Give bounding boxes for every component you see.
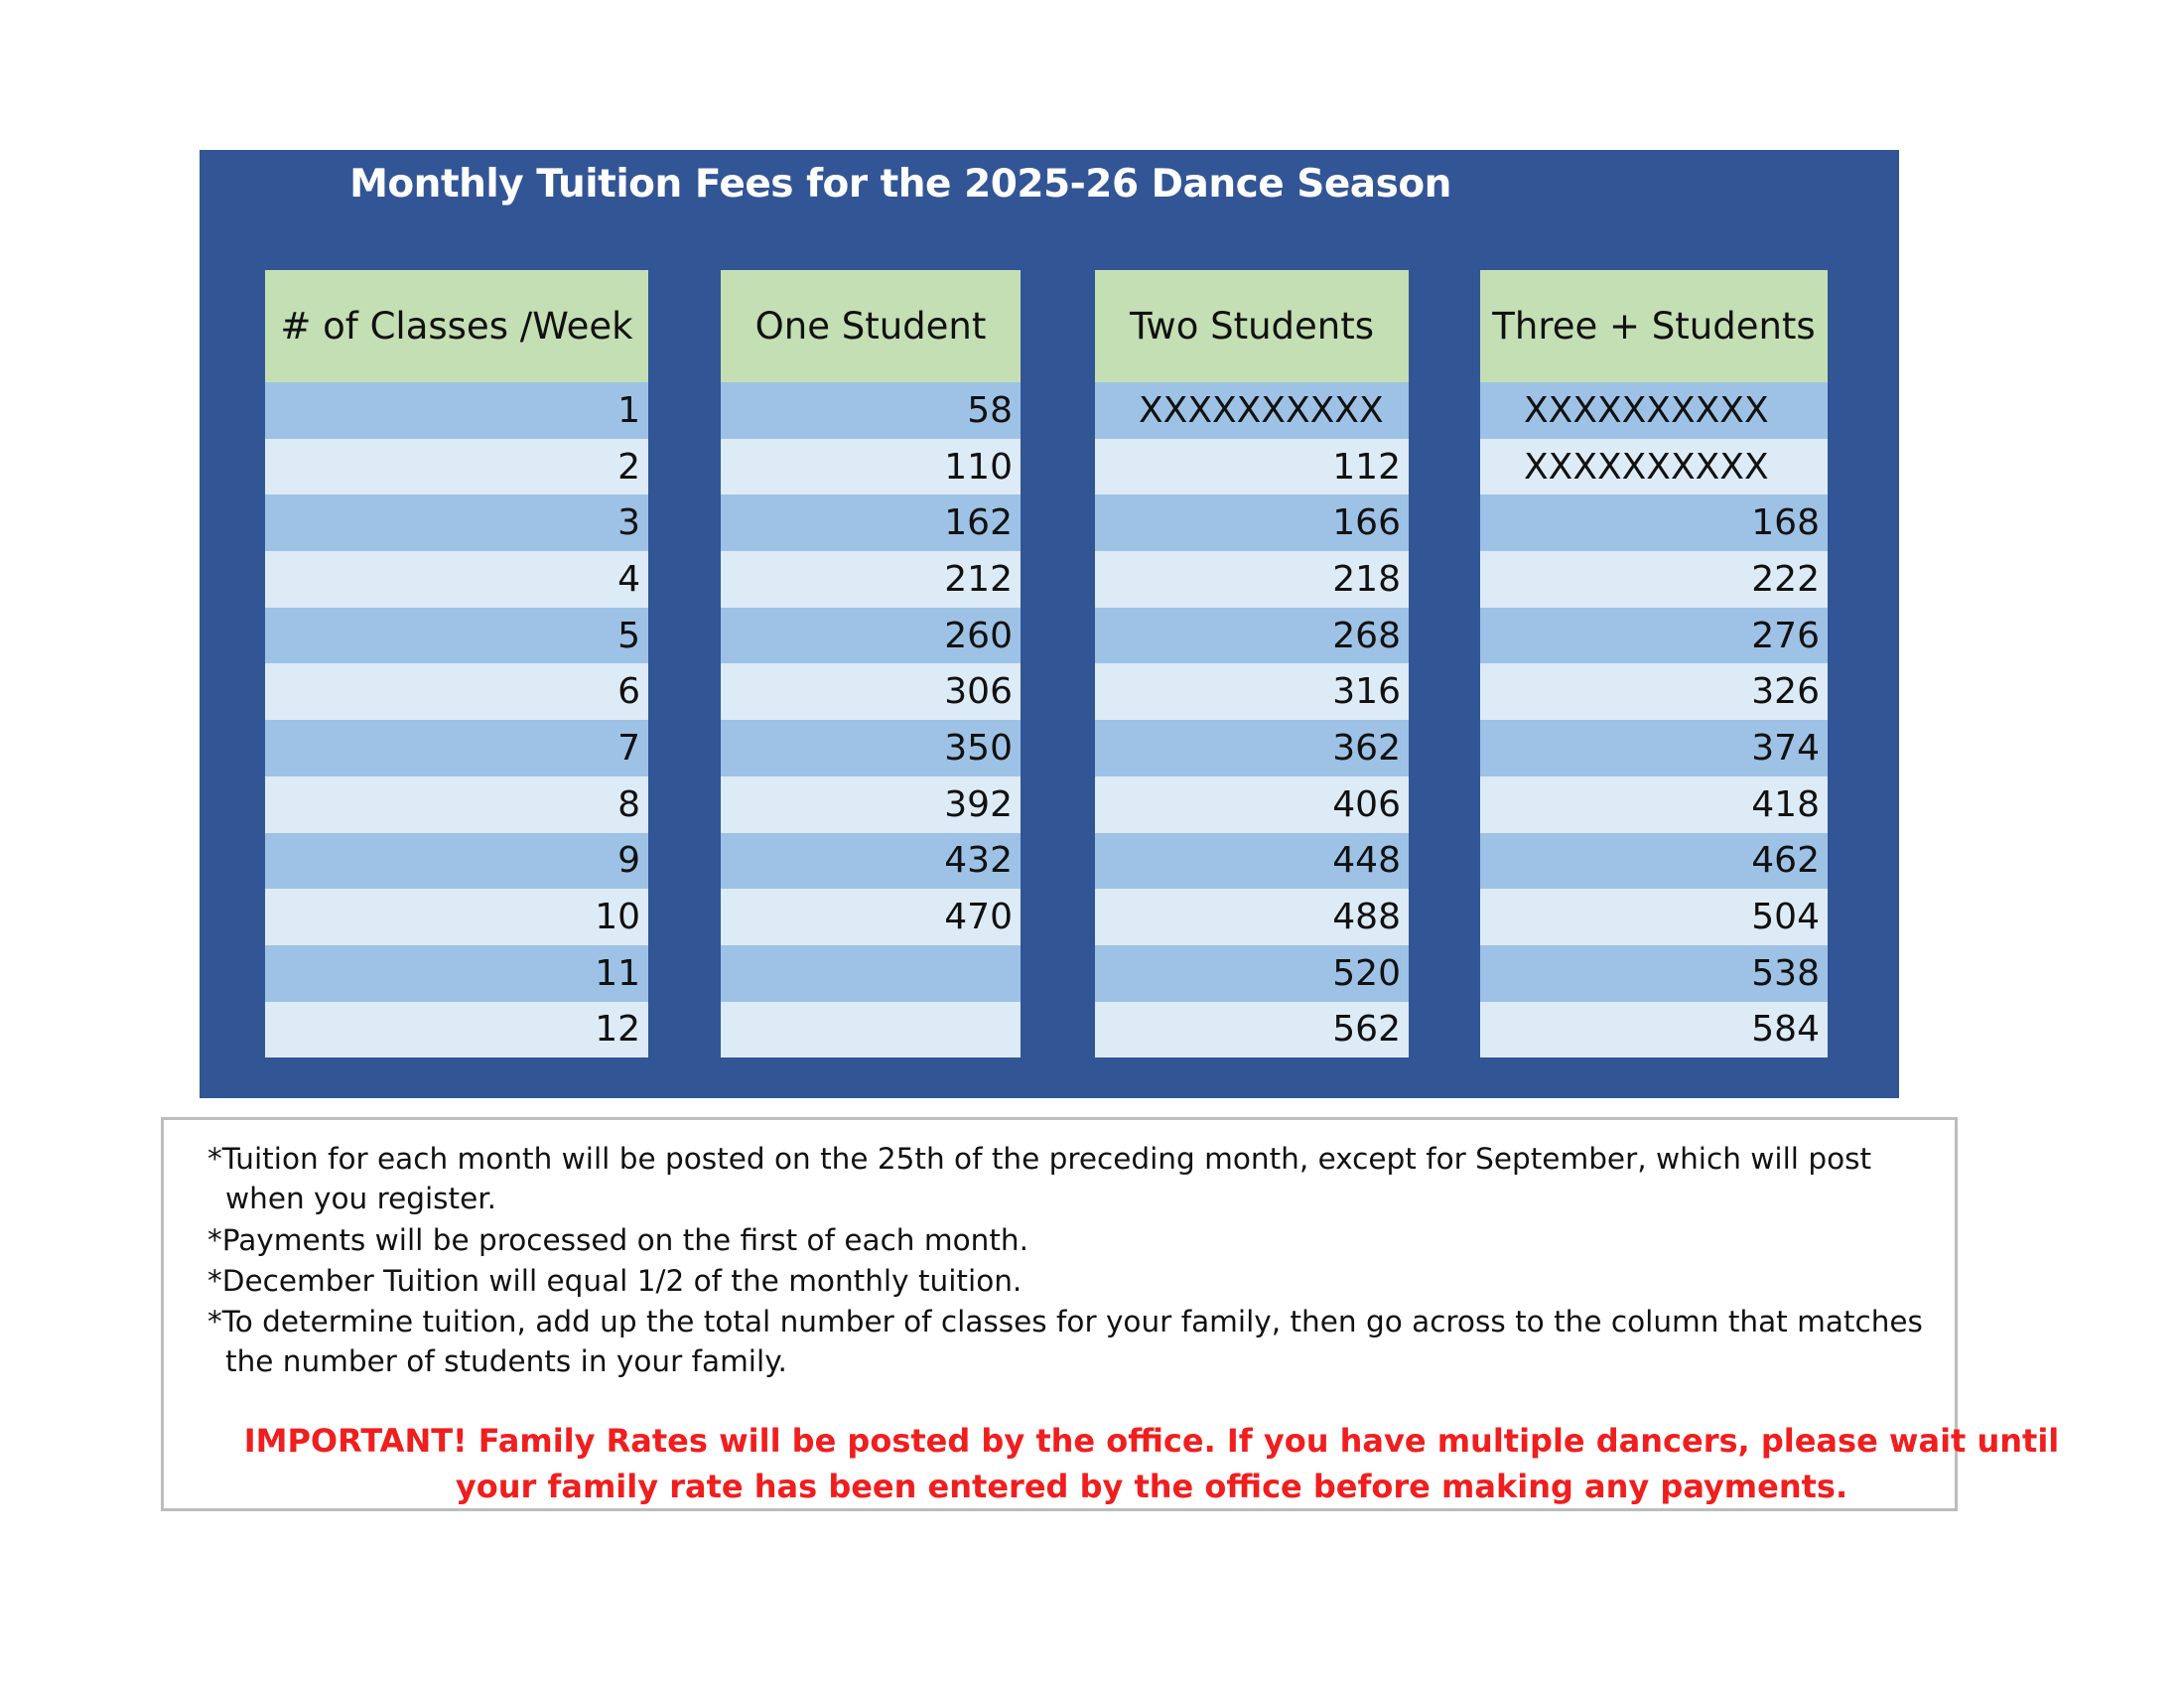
table-cell-classes: 5 <box>265 608 648 664</box>
table-cell-classes: 1 <box>265 382 648 439</box>
note-december <box>207 1261 1022 1301</box>
note-payments-line1: *Payments will be processed on the first of each month. <box>207 1223 1028 1257</box>
note-december-line1: *December Tuition will equal 1/2 of the monthly tuition. <box>207 1264 1023 1298</box>
note-posting-line2: when you register. <box>225 1182 497 1215</box>
table-cell-classes: 10 <box>265 889 648 945</box>
table-cell-three: 584 <box>1480 1002 1828 1058</box>
column-three-students <box>1480 270 1828 1057</box>
table-cell-three: 374 <box>1480 720 1828 776</box>
important-notice <box>164 1418 2139 1509</box>
note-payments <box>207 1220 1028 1260</box>
note-determine-line2: the number of students in your family. <box>225 1344 787 1378</box>
table-cell-one: 432 <box>721 833 1021 890</box>
table-cell-three: 168 <box>1480 494 1828 551</box>
table-cell-classes: 12 <box>265 1002 648 1058</box>
table-cell-two: 316 <box>1095 663 1409 720</box>
table-cell-classes: 3 <box>265 494 648 551</box>
table-cell-classes: 11 <box>265 945 648 1002</box>
notes-box <box>161 1117 2060 1511</box>
table-cell-one: 58 <box>721 382 1021 439</box>
note-determine <box>207 1302 1923 1381</box>
table-cell-three: 222 <box>1480 551 1828 608</box>
table-cell-two: 520 <box>1095 945 1409 1002</box>
table-cell-two: 488 <box>1095 889 1409 945</box>
page-title: Monthly Tuition Fees for the 2025-26 Dance Season <box>349 162 1451 207</box>
table-cell-one: 212 <box>721 551 1021 608</box>
table-cell-classes: 6 <box>265 663 648 720</box>
table-cell-three: 538 <box>1480 945 1828 1002</box>
table-cell-classes: 8 <box>265 776 648 833</box>
column-one-student <box>721 270 1021 1057</box>
note-posting <box>207 1139 1871 1218</box>
table-cell-two: 112 <box>1095 439 1409 495</box>
table-cell-three: XXXXXXXXXX <box>1480 382 1828 439</box>
table-cell-classes: 9 <box>265 833 648 890</box>
table-cell-two: 362 <box>1095 720 1409 776</box>
column-header-one-student: One Student <box>721 270 1021 382</box>
table-cell-classes: 4 <box>265 551 648 608</box>
table-cell-one <box>721 945 1021 1002</box>
table-cell-one: 306 <box>721 663 1021 720</box>
table-cell-two: 448 <box>1095 833 1409 890</box>
table-cell-one: 350 <box>721 720 1021 776</box>
table-cell-one: 260 <box>721 608 1021 664</box>
table-cell-two: 166 <box>1095 494 1409 551</box>
table-cell-one: 110 <box>721 439 1021 495</box>
table-cell-one: 162 <box>721 494 1021 551</box>
column-header-two-students: Two Students <box>1095 270 1409 382</box>
table-cell-one <box>721 1002 1021 1058</box>
table-cell-one: 392 <box>721 776 1021 833</box>
column-classes <box>265 270 648 1057</box>
table-cell-classes: 7 <box>265 720 648 776</box>
table-cell-two: 218 <box>1095 551 1409 608</box>
note-determine-line1: *To determine tuition, add up the total number of classes for your family, then go across to the column that matches <box>207 1305 1923 1338</box>
table-cell-three: 418 <box>1480 776 1828 833</box>
table-cell-three: XXXXXXXXXX <box>1480 439 1828 495</box>
note-posting-line1: *Tuition for each month will be posted on the 25th of the preceding month, except for September, which will post <box>207 1142 1872 1176</box>
table-cell-two: XXXXXXXXXX <box>1095 382 1409 439</box>
tuition-panel <box>200 150 1899 1098</box>
table-cell-three: 504 <box>1480 889 1828 945</box>
column-header-three-students: Three + Students <box>1480 270 1828 382</box>
table-cell-two: 562 <box>1095 1002 1409 1058</box>
table-cell-one: 470 <box>721 889 1021 945</box>
table-cell-two: 406 <box>1095 776 1409 833</box>
table-cell-three: 462 <box>1480 833 1828 890</box>
important-line2: your family rate has been entered by the office before making any payments. <box>455 1468 1848 1505</box>
table-cell-three: 276 <box>1480 608 1828 664</box>
table-cell-classes: 2 <box>265 439 648 495</box>
important-line1: IMPORTANT! Family Rates will be posted by the office. If you have multiple dancers, please wait until <box>243 1422 2060 1460</box>
column-header-classes: # of Classes /Week <box>265 270 648 382</box>
table-cell-two: 268 <box>1095 608 1409 664</box>
table-cell-three: 326 <box>1480 663 1828 720</box>
column-two-students <box>1095 270 1409 1057</box>
